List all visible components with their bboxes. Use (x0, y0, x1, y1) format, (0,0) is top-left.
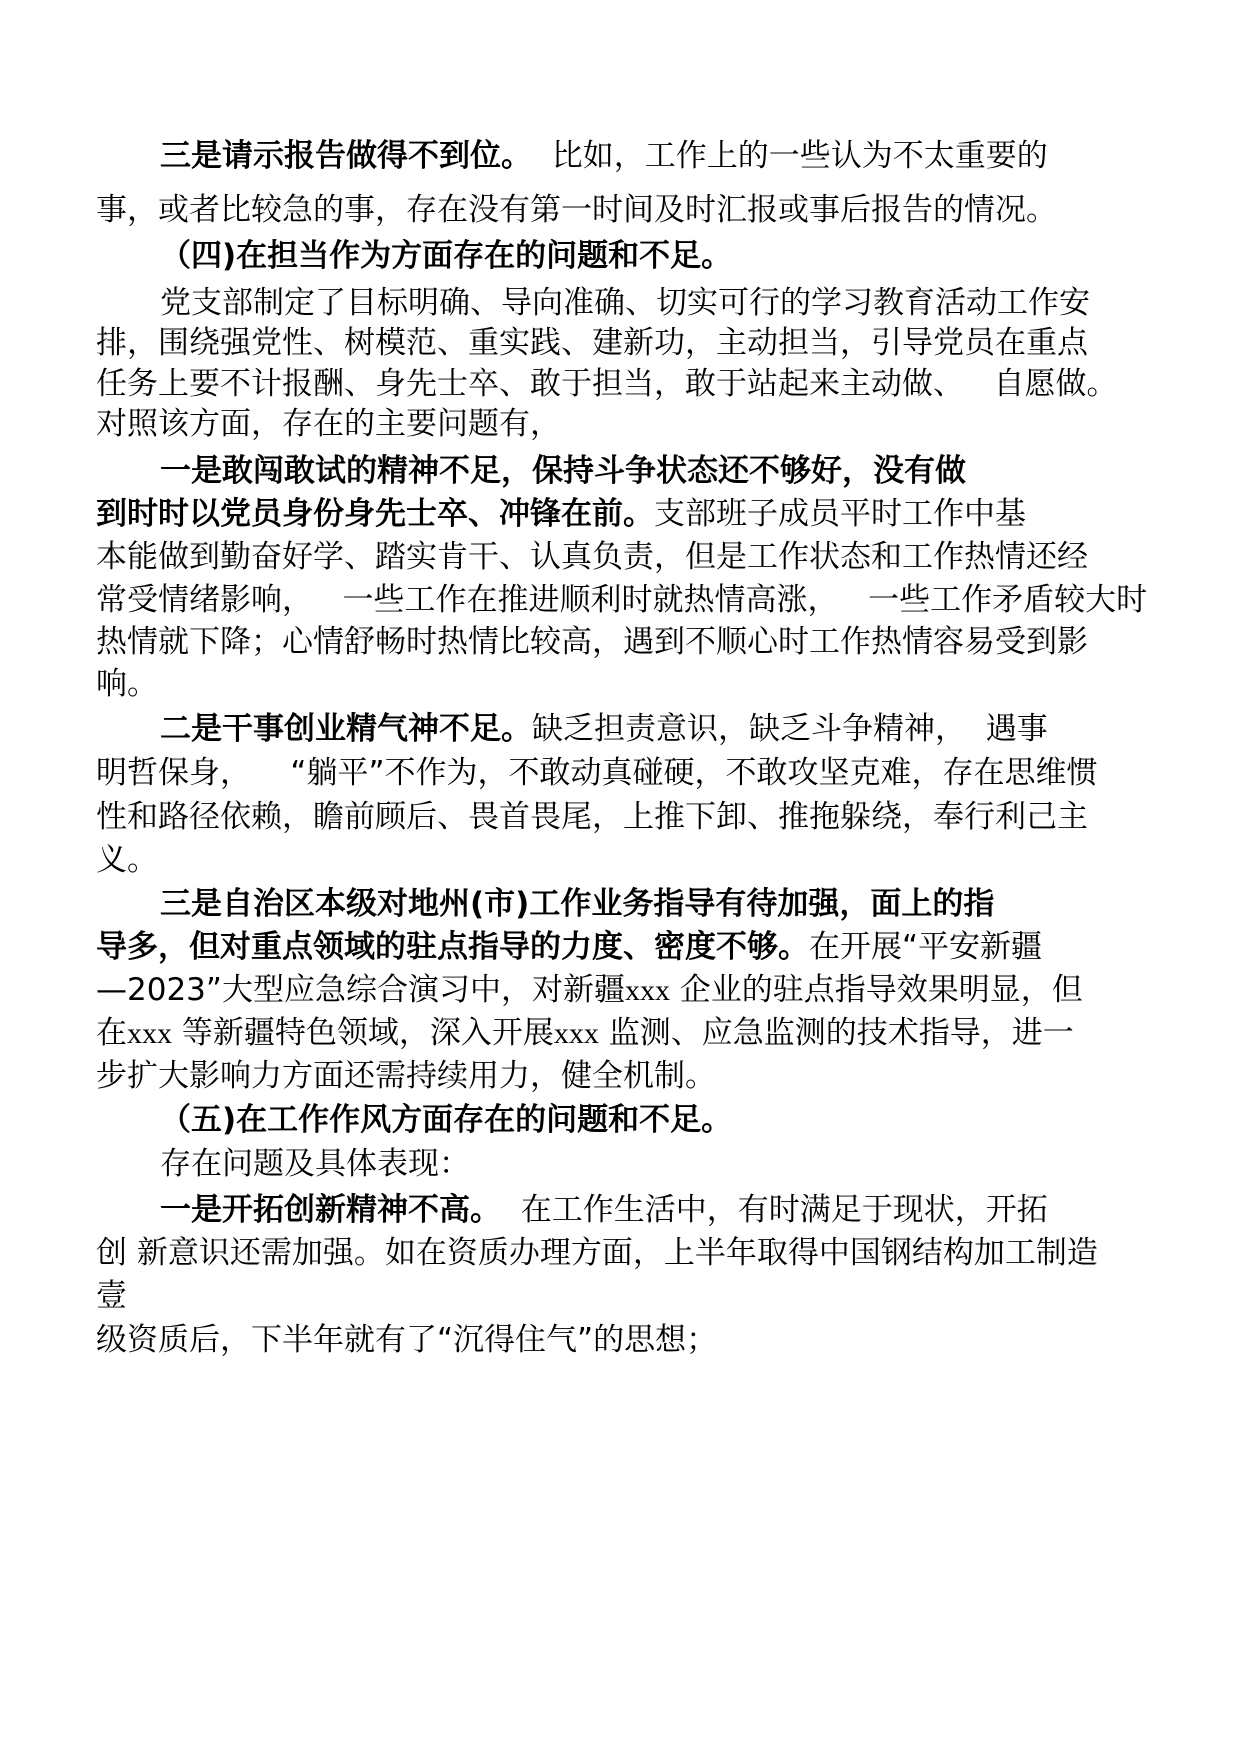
paragraph-3-line-1 (160, 136, 1048, 176)
section-heading-4: （四)在担当作为方面存在的问题和不足。 (160, 238, 733, 274)
paragraph-text-line: 对照该方面，存在的主要问题有， (96, 406, 561, 442)
paragraph-text-line: 任务上要不计报酬、身先士卒、敢于担当，敢于站起来主动做、 自愿做。 (96, 366, 1118, 402)
paragraph-mixed-line (160, 709, 1048, 749)
paragraph-heading: 导多，但对重点领域的驻点指导的力度、密度不够。 (96, 929, 809, 965)
paragraph-text: 缺乏担责意识，缺乏斗争精神， 遇事 (532, 711, 1048, 747)
paragraph-text: 在 (96, 1015, 127, 1051)
paragraph-mixed-line (160, 1190, 1048, 1230)
paragraph-text-line: 明哲保身， “躺平”不作为，不敢动真碰硬，不敢攻坚克难，存在思维惯 (96, 755, 1098, 791)
paragraph-text: 企业的驻点指导效果明显，但 (669, 972, 1083, 1008)
paragraph-text-line: 本能做到勤奋好学、踏实肯干、认真负责，但是工作状态和工作热情还经 (96, 539, 1088, 575)
paragraph-text-line: 排，围绕强党性、树模范、重实践、建新功，主动担当，引导党员在重点 (96, 325, 1088, 361)
paragraph-heading: 到时时以党员身份身先士卒、冲锋在前。 (96, 496, 654, 532)
paragraph-text: —2023”大型应急综合演习中，对新疆 (96, 972, 625, 1008)
paragraph-text-line: 党支部制定了目标明确、导向准确、切实可行的学习教育活动工作安 (160, 285, 1090, 321)
placeholder-xxx: xxx (553, 1017, 599, 1050)
paragraph-heading: 三是请示报告做得不到位。 (160, 138, 532, 174)
paragraph-text-line: 常受情绪影响， 一些工作在推进顺利时就热情高涨， 一些工作矛盾较大时 (96, 582, 1148, 618)
paragraph-mixed-line (96, 927, 1042, 967)
placeholder-xxx: xxx (127, 1017, 172, 1050)
paragraph-heading-line: 一是敢闯敢试的精神不足，保持斗争状态还不够好，没有做 (160, 453, 966, 489)
section-heading-5: （五)在工作作风方面存在的问题和不足。 (160, 1102, 733, 1138)
paragraph-mixed-line (96, 494, 1026, 534)
paragraph-text-line: 事，或者比较急的事，存在没有第一时间及时汇报或事后报告的情况。 (96, 192, 1057, 228)
paragraph-text-line: 壹 (96, 1278, 127, 1314)
paragraph-heading-line: 三是自治区本级对地州(市)工作业务指导有待加强，面上的指 (160, 886, 995, 922)
paragraph-text-line (96, 1013, 1074, 1054)
paragraph-heading: 二是干事创业精气神不足。 (160, 711, 532, 747)
paragraph-text-line: 响。 (96, 666, 158, 702)
paragraph-text-line (96, 970, 1083, 1011)
paragraph-text: 在工作生活中，有时满足于现状，开拓 (501, 1192, 1048, 1228)
paragraph-text: 等新疆特色领域，深入开展 (172, 1015, 554, 1051)
paragraph-text-line: 性和路径依赖，瞻前顾后、畏首畏尾，上推下卸、推拖躲绕，奉行利己主 (96, 799, 1088, 835)
paragraph-text: 比如，工作上的一些认为不太重要的 (532, 138, 1048, 174)
paragraph-text-line: 级资质后，下半年就有了“沉得住气”的思想； (96, 1322, 718, 1358)
paragraph-text-line: 义。 (96, 842, 158, 878)
paragraph-text-line: 热情就下降；心情舒畅时热情比较高，遇到不顺心时工作热情容易受到影 (96, 624, 1088, 660)
paragraph-text-line: 步扩大影响力方面还需持续用力，健全机制。 (96, 1058, 716, 1094)
paragraph-text: 支部班子成员平时工作中基 (654, 496, 1026, 532)
paragraph-text-line: 存在问题及具体表现： (160, 1146, 470, 1182)
paragraph-text: 监测、应急监测的技术指导，进一 (598, 1015, 1074, 1051)
paragraph-heading: 一是开拓创新精神不高。 (160, 1192, 501, 1228)
paragraph-text-line: 创 新意识还需加强。如在资质办理方面，上半年取得中国钢结构加工制造 (96, 1235, 1098, 1271)
paragraph-text: 在开展“平安新疆 (809, 929, 1043, 965)
placeholder-xxx: xxx (624, 974, 670, 1007)
